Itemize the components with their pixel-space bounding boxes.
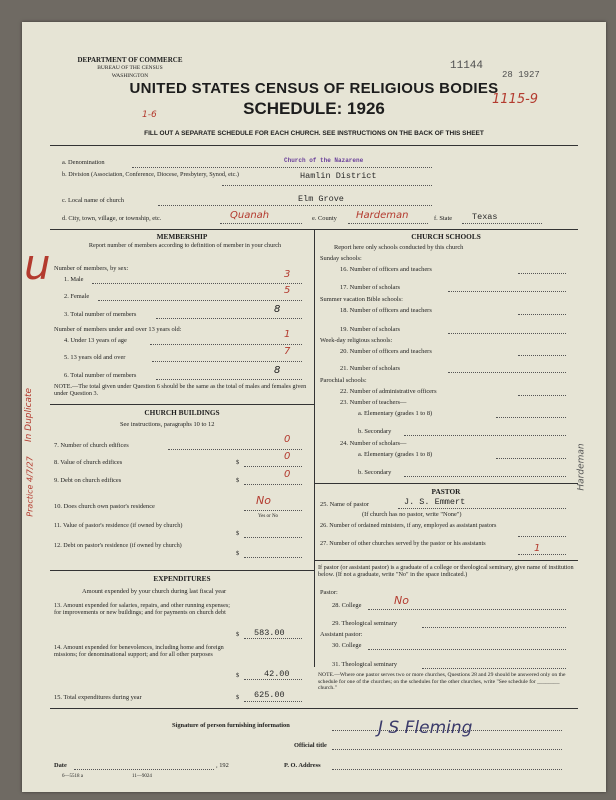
pastor-sub-label: Pastor: [320, 589, 338, 596]
q13-label: 13. Amount expended for salaries, repairs, and other running expenses; for improvements or new buildings; and for payments on church debt [54, 602, 230, 617]
q25-hint: (If church has no pastor, write "None") [362, 511, 462, 518]
print-number: 11—9024 [132, 774, 152, 779]
denomination-value: Church of the Nazarene [284, 157, 364, 164]
q27-label: 27. Number of other churches served by the pastor or his assistants [320, 540, 486, 547]
margin-note-right: Hardeman [576, 443, 587, 491]
signature: J S Fleming [378, 718, 473, 738]
q8-value: 0 [284, 451, 291, 462]
department-heading: DEPARTMENT OF COMMERCE BUREAU OF THE CENSUS WASHINGTON [77, 56, 183, 79]
q9-label: 9. Debt on church edifices [54, 477, 122, 484]
q23-label: 23. Number of teachers— [340, 399, 407, 406]
q28-label: 28. College [332, 602, 362, 609]
q31-label: 31. Theological seminary [332, 661, 398, 668]
official-title-label: Official title [294, 742, 327, 749]
q10-label: 10. Does church own pastor's residence [54, 503, 155, 510]
q1-label: 1. Male [64, 276, 84, 283]
q12-dollar: $ [236, 550, 240, 557]
po-address-label: P. O. Address [284, 762, 321, 769]
q2-value: 5 [284, 285, 291, 296]
q19-label: 19. Number of scholars [340, 326, 400, 333]
q22-label: 22. Number of administrative officers [340, 388, 437, 395]
q9-value: 0 [284, 469, 291, 480]
q20-label: 20. Number of officers and teachers [340, 348, 432, 355]
buildings-intro: See instructions, paragraphs 10 to 12 [120, 421, 215, 428]
weekday-label: Week-day religious schools: [320, 337, 393, 344]
q13-value: 583.00 [254, 628, 285, 638]
q11-label: 11. Value of pastor's residence (if owned by church) [54, 522, 183, 529]
q8-dollar: $ [236, 459, 240, 466]
date-year: , 192 [216, 762, 229, 769]
q18-label: 18. Number of officers and teachers [340, 307, 432, 314]
q28-value: No [394, 594, 409, 607]
q24-label: 24. Number of scholars— [340, 440, 407, 447]
q2-label: 2. Female [64, 293, 90, 300]
pastor-note: NOTE.—Where one pastor serves two or more churches, Questions 28 and 29 should be answered only on the schedule for one of the churches; on the schedules for the other churches, write "See schedule for ________ church." [318, 672, 566, 692]
denomination-label: a. Denomination [62, 159, 105, 166]
q5-label: 5. 13 years old and over [64, 354, 126, 361]
q6-value: 8 [274, 365, 281, 376]
q15-value: 625.00 [254, 690, 285, 700]
q14-value: 42.00 [264, 669, 290, 679]
q9-dollar: $ [236, 477, 240, 484]
expenditures-intro: Amount expended by your church during last fiscal year [82, 588, 227, 595]
pastor-heading: PASTOR [431, 487, 461, 496]
q7-label: 7. Number of church edifices [54, 442, 129, 449]
margin-mark: u [24, 240, 51, 289]
census-schedule-sheet [22, 22, 606, 792]
division-label: b. Division (Association, Conference, Diocese, Presbytery, Synod, etc.) [62, 171, 239, 178]
state-label: f. State [434, 215, 453, 222]
local-name-value: Elm Grove [298, 194, 344, 204]
membership-heading: MEMBERSHIP [156, 232, 208, 241]
division-value: Hamlin District [300, 171, 377, 181]
q11-dollar: $ [236, 530, 240, 537]
q6-label: 6. Total number of members [64, 372, 137, 379]
q14-dollar: $ [236, 672, 240, 679]
q23b-label: b. Secondary [358, 428, 392, 435]
yes-no-hint: Yes or No [258, 514, 279, 519]
q29-label: 29. Theological seminary [332, 620, 398, 627]
buildings-heading: CHURCH BUILDINGS [144, 408, 220, 417]
stamp-number: 11144 [450, 60, 484, 72]
q5-value: 7 [284, 346, 291, 357]
q15-label: 15. Total expenditures during year [54, 694, 142, 701]
members-by-sex-label: Number of members, by sex: [54, 265, 129, 272]
red-file-number: 1115-9 [492, 92, 539, 107]
margin-note-date: Practice 4/7/27 [25, 456, 35, 517]
q7-value: 0 [284, 434, 291, 445]
schools-intro: Report here only schools conducted by this church [334, 244, 464, 251]
assistant-label: Assistant pastor: [320, 631, 363, 638]
q14-label: 14. Amount expended for benevolences, including home and foreign missions; for denominational support; and for all other purposes [54, 644, 224, 659]
city-label: d. City, town, village, or township, etc. [62, 215, 162, 222]
red-code: 1-6 [142, 110, 157, 120]
q27-value: 1 [534, 543, 541, 554]
q23a-label: a. Elementary (grades 1 to 8) [358, 410, 433, 417]
form-title: UNITED STATES CENSUS OF RELIGIOUS BODIES [129, 80, 499, 97]
q25-label: 25. Name of pastor [320, 501, 369, 508]
q16-label: 16. Number of officers and teachers [340, 266, 432, 273]
q24b-label: b. Secondary [358, 469, 392, 476]
membership-note: NOTE.—The total given under Question 6 should be the same as the total of males and females given under Question 3. [54, 383, 307, 398]
schedule-year: SCHEDULE: 1926 [243, 99, 385, 118]
margin-note-duplicate: In Duplicate [24, 387, 35, 443]
q3-value: 8 [274, 304, 281, 315]
schools-heading: CHURCH SCHOOLS [411, 232, 481, 241]
county-label: e. County [312, 215, 337, 222]
q30-label: 30. College [332, 642, 362, 649]
q15-dollar: $ [236, 694, 240, 701]
state-value: Texas [472, 212, 498, 222]
stamp-date: 28 1927 [502, 70, 540, 80]
local-name-label: c. Local name of church [62, 197, 124, 204]
age-intro: Number of members under and over 13 years old: [54, 326, 182, 333]
graduate-note: If pastor (or assistant pastor) is a graduate of a college or theological seminary, give name of institution below. (If not a graduate, write "No" in the space indicated.) [318, 564, 574, 579]
membership-intro: Report number of members according to definition of member in your church [88, 242, 282, 249]
parochial-label: Parochial schools: [320, 377, 367, 384]
city-value: Quanah [230, 210, 270, 221]
q17-label: 17. Number of scholars [340, 284, 400, 291]
q12-label: 12. Debt on pastor's residence (if owned by church) [54, 542, 182, 549]
pastor-name-value: J. S. Emmert [404, 497, 466, 507]
sunday-label: Sunday schools: [320, 255, 362, 262]
q8-label: 8. Value of church edifices [54, 459, 123, 466]
q21-label: 21. Number of scholars [340, 365, 400, 372]
q13-dollar: $ [236, 631, 240, 638]
county-value: Hardeman [356, 210, 409, 221]
date-label: Date [54, 762, 67, 769]
q26-label: 26. Number of ordained ministers, if any, employed as assistant pastors [320, 522, 497, 529]
q10-value: No [256, 494, 271, 507]
form-number: 6—5518 a [62, 774, 83, 779]
expenditures-heading: EXPENDITURES [153, 574, 211, 583]
q24a-label: a. Elementary (grades 1 to 8) [358, 451, 433, 458]
summer-label: Summer vacation Bible schools: [320, 296, 403, 303]
q4-label: 4. Under 13 years of age [64, 337, 127, 344]
top-instruction: FILL OUT A SEPARATE SCHEDULE FOR EACH CHURCH. SEE INSTRUCTIONS ON THE BACK OF THIS SHEET [144, 130, 484, 137]
signature-label: Signature of person furnishing information [172, 722, 290, 729]
q4-value: 1 [284, 329, 291, 340]
q1-value: 3 [284, 269, 291, 280]
q3-label: 3. Total number of members [64, 311, 137, 318]
